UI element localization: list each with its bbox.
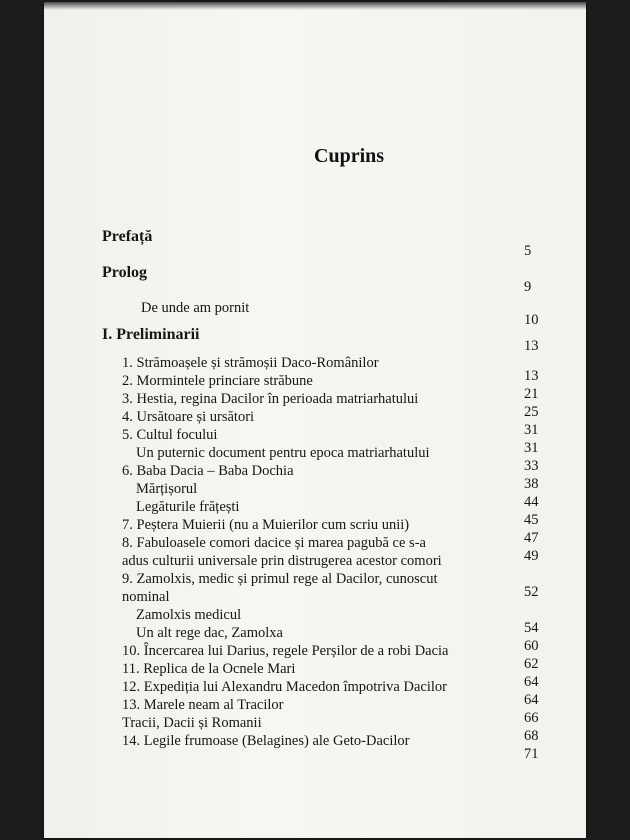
- toc-page-number: 64: [524, 692, 539, 708]
- toc-page-number: 68: [524, 728, 539, 744]
- toc-page-number: 38: [524, 476, 539, 492]
- toc-page-number: 71: [524, 746, 539, 762]
- page-title: Cuprins: [314, 145, 385, 167]
- toc-page-number: 9: [524, 279, 532, 295]
- toc-page-number: 54: [524, 620, 539, 636]
- toc-section-heading: Prolog: [102, 264, 148, 281]
- toc-page-number: 66: [524, 710, 539, 726]
- toc-page-number: 44: [524, 494, 539, 510]
- toc-page-number: 45: [524, 512, 539, 528]
- toc-entry: nominal: [122, 589, 170, 605]
- toc-entry: adus culturii universale prin distrugerea acestor comori: [122, 553, 442, 569]
- toc-section-heading: Prefață: [102, 228, 153, 245]
- toc-page-number: 64: [524, 674, 539, 690]
- toc-page-number: 47: [524, 530, 539, 546]
- toc-entry: 3. Hestia, regina Dacilor în perioada matriarhatului: [122, 391, 419, 407]
- toc-entry: 2. Mormintele princiare străbune: [122, 373, 313, 389]
- toc-page-number: 13: [524, 338, 539, 354]
- toc-page-number: 21: [524, 386, 539, 402]
- toc-page-number: 49: [524, 548, 539, 564]
- toc-entry: 9. Zamolxis, medic și primul rege al Dacilor, cunoscut: [122, 571, 438, 587]
- toc-entry: Legăturile frățești: [136, 499, 240, 515]
- toc-page-number: 62: [524, 656, 539, 672]
- toc-entry: 6. Baba Dacia – Baba Dochia: [122, 463, 294, 479]
- toc-section-heading: I. Preliminarii: [102, 326, 200, 343]
- toc-page-number: 10: [524, 312, 539, 328]
- toc-entry: De unde am pornit: [141, 300, 250, 316]
- toc-entry: Un alt rege dac, Zamolxa: [136, 625, 283, 641]
- toc-entry: Tracii, Dacii și Romanii: [122, 715, 262, 731]
- toc-entry: 7. Peștera Muierii (nu a Muierilor cum scriu unii): [122, 517, 410, 533]
- toc-entry: 10. Încercarea lui Darius, regele Perșilor de a robi Dacia: [122, 643, 449, 659]
- toc-page-number: 52: [524, 584, 539, 600]
- toc-entry: 5. Cultul focului: [122, 427, 218, 443]
- toc-entry: 14. Legile frumoase (Belagines) ale Geto-Dacilor: [122, 733, 410, 749]
- toc-entry: 8. Fabuloasele comori dacice și marea pagubă ce s-a: [122, 535, 426, 551]
- toc-entry: 12. Expediția lui Alexandru Macedon împotriva Dacilor: [122, 679, 447, 695]
- toc-page-number: 33: [524, 458, 539, 474]
- toc-entry: 1. Strămoașele și strămoșii Daco-Românilor: [122, 355, 379, 371]
- toc-entry: 4. Ursătoare și ursători: [122, 409, 255, 425]
- toc-entry: 13. Marele neam al Tracilor: [122, 697, 284, 713]
- toc-page-number: 25: [524, 404, 539, 420]
- toc-page-number: 31: [524, 422, 539, 438]
- table-of-contents: [44, 2, 586, 838]
- toc-entry: Un puternic document pentru epoca matriarhatului: [136, 445, 430, 461]
- toc-page-number: 31: [524, 440, 539, 456]
- book-page: [44, 2, 586, 838]
- toc-entry: Zamolxis medicul: [136, 607, 242, 623]
- toc-page-number: 5: [524, 243, 532, 259]
- toc-entry: Mărțișorul: [136, 481, 198, 497]
- toc-page-number: 13: [524, 368, 539, 384]
- toc-page-number: 60: [524, 638, 539, 654]
- toc-entry: 11. Replica de la Ocnele Mari: [122, 661, 296, 677]
